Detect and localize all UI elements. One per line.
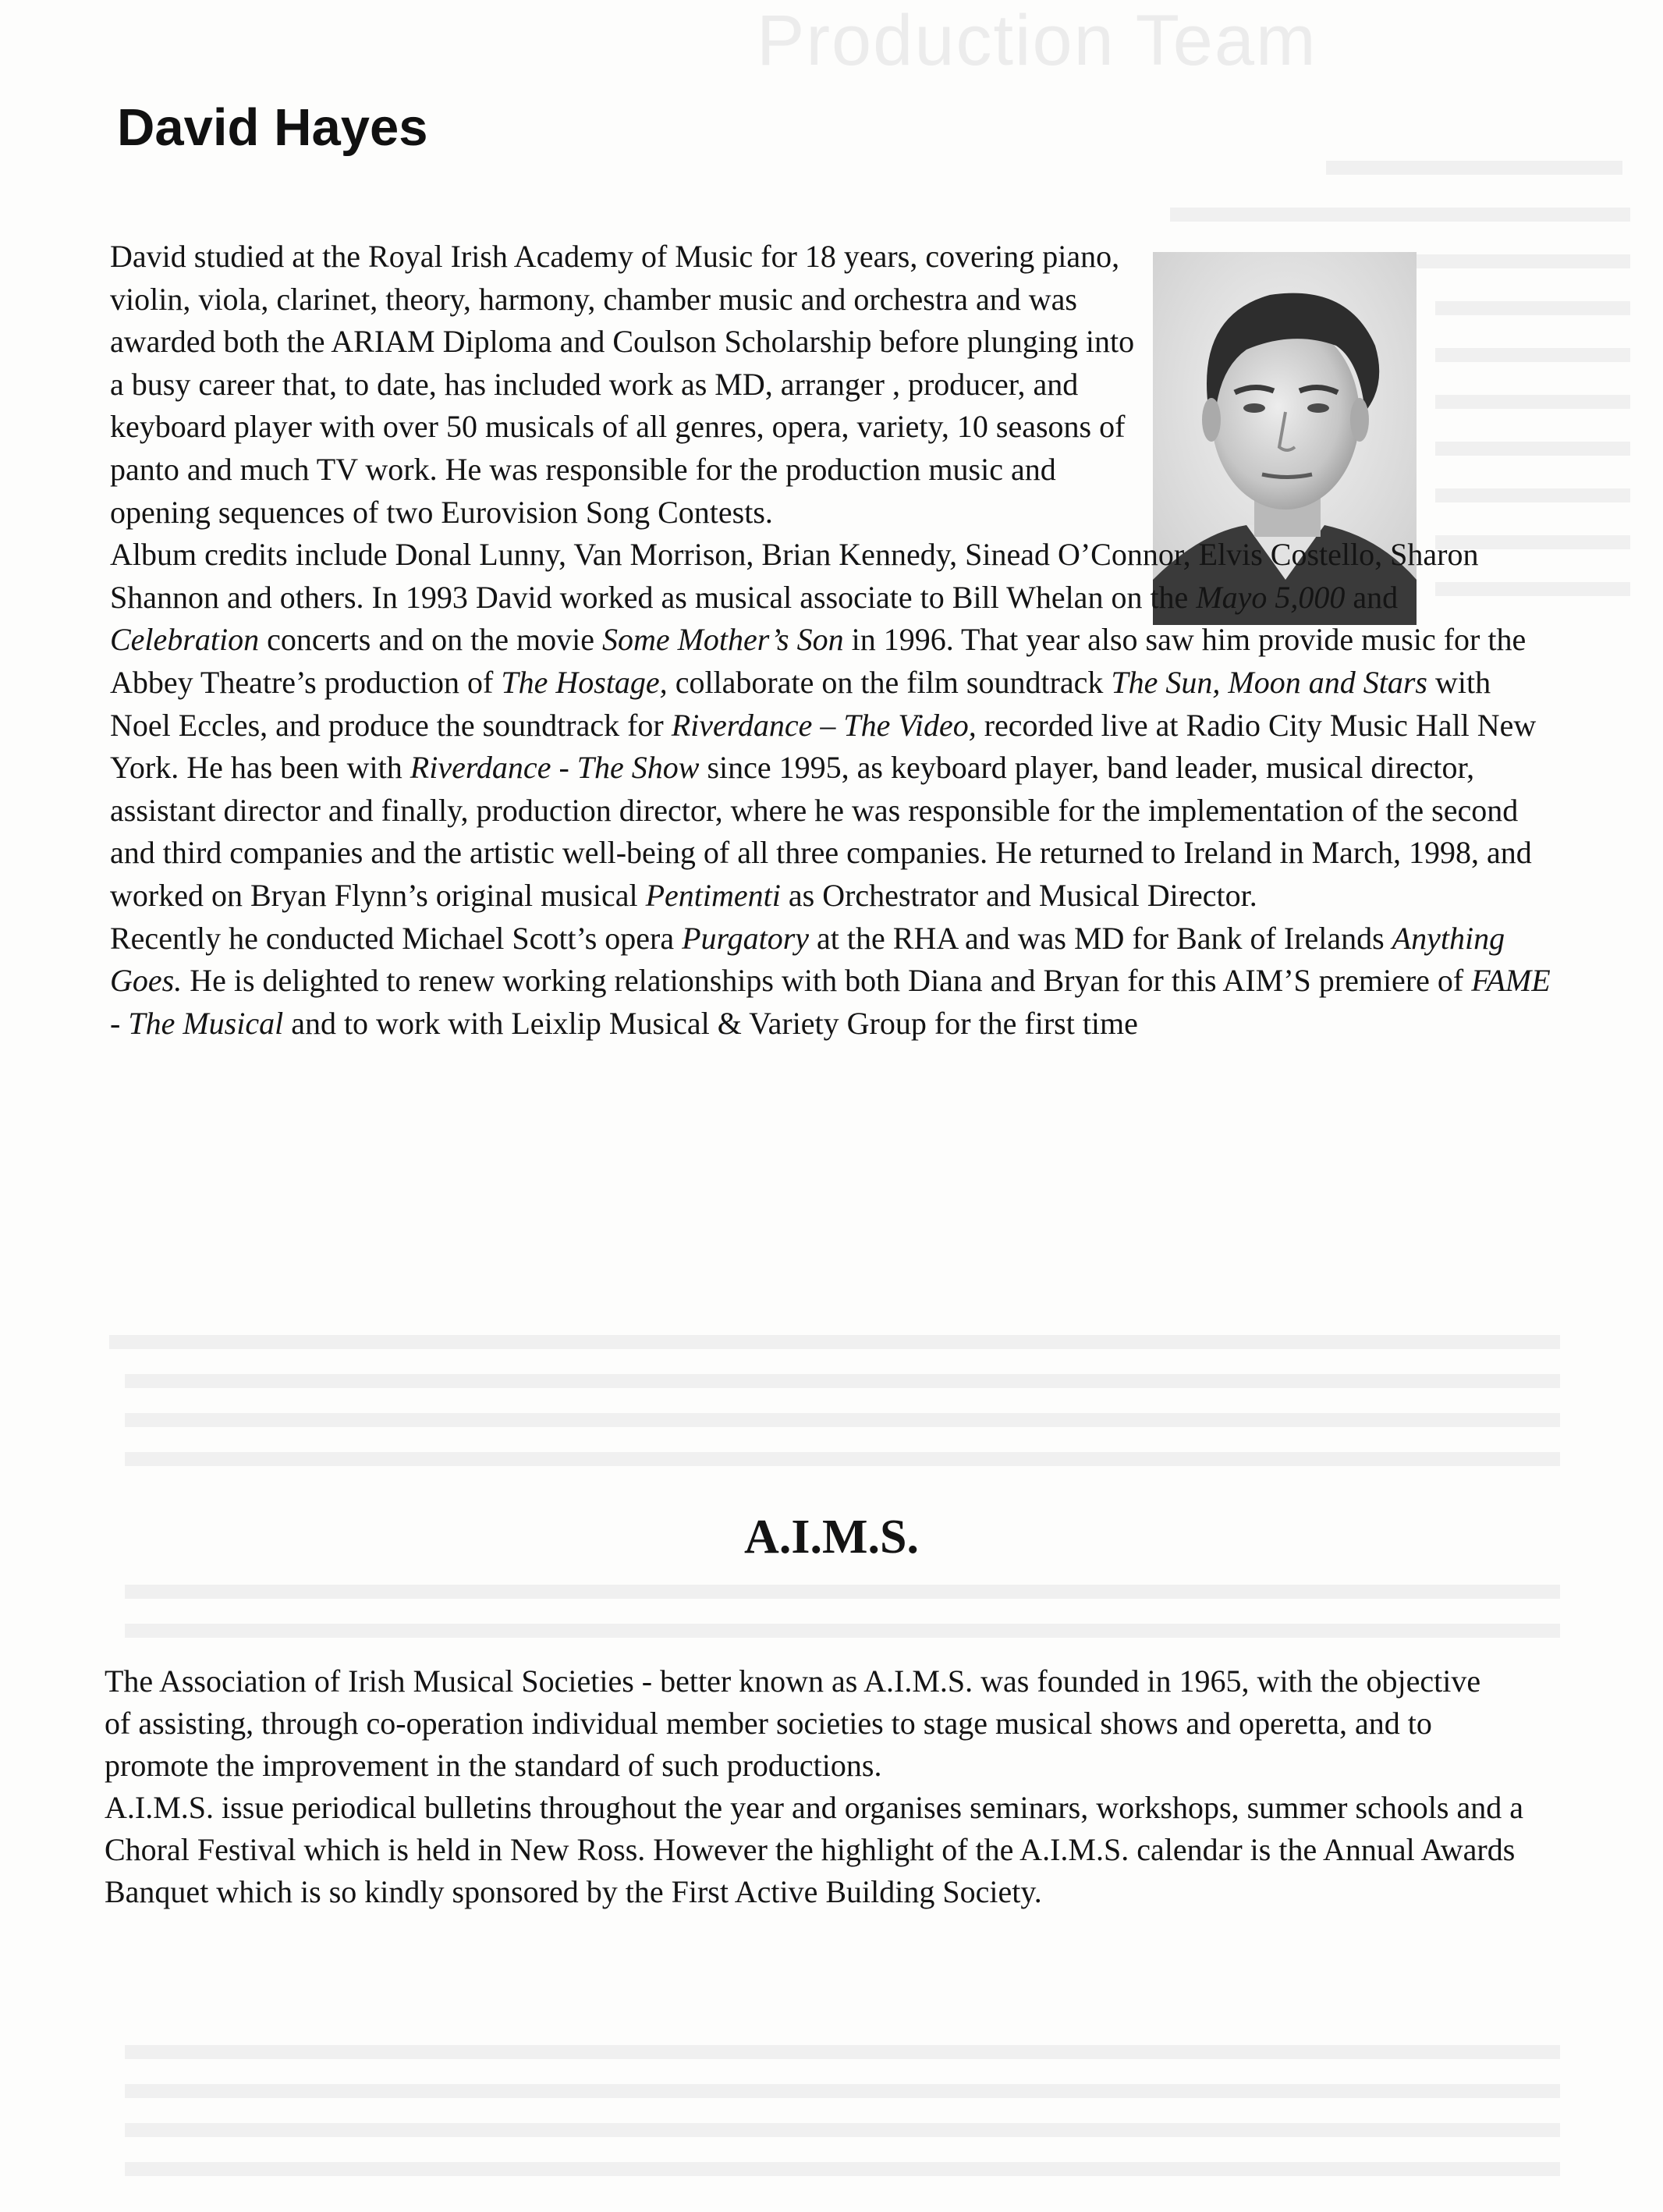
text-run: as Orchestrator and Musical Director. xyxy=(780,877,1257,913)
work-title: Pentimenti xyxy=(645,877,781,913)
bio-heading: David Hayes xyxy=(117,98,428,157)
text-run: Album credits include Donal Lunny, Van Morrison, Brian Kennedy, Sinead O’Connor, Elvis Costello, Sharon Shannon and others. In 1993 David worked as musical associate to Bill Whelan on the xyxy=(110,537,1479,615)
text-run: at the RHA and was MD for Bank of Irelands xyxy=(809,920,1392,956)
aims-body xyxy=(105,1660,1571,1913)
bio-paragraph: David studied at the Royal Irish Academy of Music for 18 years, covering piano, violin, viola, clarinet, theory, harmony, chamber music and orchestra and was awarded both the ARIAM Diploma and Coulson Scholarship before plunging into a busy career that, to date, has included work as MD, arranger , producer, and keyboard player with over 50 musicals of all genres, opera, variety, 10 seasons of panto and much TV work. He was responsible for the production music and opening sequences of two Eurovision Song Contests. xyxy=(110,239,1135,530)
aims-paragraph: The Association of Irish Musical Societies - better known as A.I.M.S. was founded in 1965, with the objective of assisting, through co-operation individual member societies to stage musical shows and operetta, and to promote the improvement in the standard of such productions. xyxy=(105,1663,1481,1783)
work-title: Mayo 5,000 xyxy=(1196,579,1346,615)
text-run: Recently he conducted Michael Scott’s opera xyxy=(110,920,683,956)
bio-body xyxy=(110,236,1553,1045)
work-title: Anything Goes. xyxy=(110,920,1505,999)
work-title: FAME - The Musical xyxy=(110,963,1551,1041)
text-run: He is delighted to renew working relationships with both Diana and Bryan for this AIM’S premiere of xyxy=(182,963,1472,999)
text-run: and to work with Leixlip Musical & Variety Group for the first time xyxy=(283,1005,1138,1041)
text-run: concerts and on the movie xyxy=(259,622,602,658)
text-run: since 1995, as keyboard player, band leader, musical director, assistant director and finally, production director, where he was responsible for the implementation of the second and third companies and the artistic well-being of all three companies. He returned to Ireland in March, 1998, and worked on Bryan Flynn’s original musical xyxy=(110,750,1532,913)
aims-paragraph: A.I.M.S. issue periodical bulletins throughout the year and organises seminars, workshops, summer schools and a Choral Festival which is held in New Ross. However the highlight of the A.I.M.S. calendar is the Annual Awards Banquet which is so kindly sponsored by the First Active Building Society. xyxy=(105,1790,1523,1909)
work-title: Celebration xyxy=(110,622,260,658)
work-title: Riverdance - The Show xyxy=(410,750,700,786)
aims-heading: A.I.M.S. xyxy=(744,1511,919,1564)
work-title: Riverdance – The Video, xyxy=(671,707,977,743)
text-run: recorded live at Radio City Music Hall New York. He has been with xyxy=(110,707,1537,786)
show-through-header: Production Team xyxy=(757,1,1317,80)
text-run: with Noel Eccles, and produce the soundtrack for xyxy=(110,664,1491,743)
bio-paragraph-recent xyxy=(110,918,1553,1046)
work-title: The Hostage, xyxy=(501,664,668,700)
text-run: and xyxy=(1345,579,1399,615)
text-run: collaborate on the film soundtrack xyxy=(667,664,1112,700)
bio-paragraph-credits xyxy=(110,534,1553,917)
work-title: Some Mother’s Son xyxy=(601,622,844,658)
work-title: The Sun, Moon and Stars xyxy=(1111,664,1427,700)
text-run: in 1996. That year also saw him provide music for the Abbey Theatre’s production of xyxy=(110,622,1526,700)
work-title: Purgatory xyxy=(682,920,810,956)
